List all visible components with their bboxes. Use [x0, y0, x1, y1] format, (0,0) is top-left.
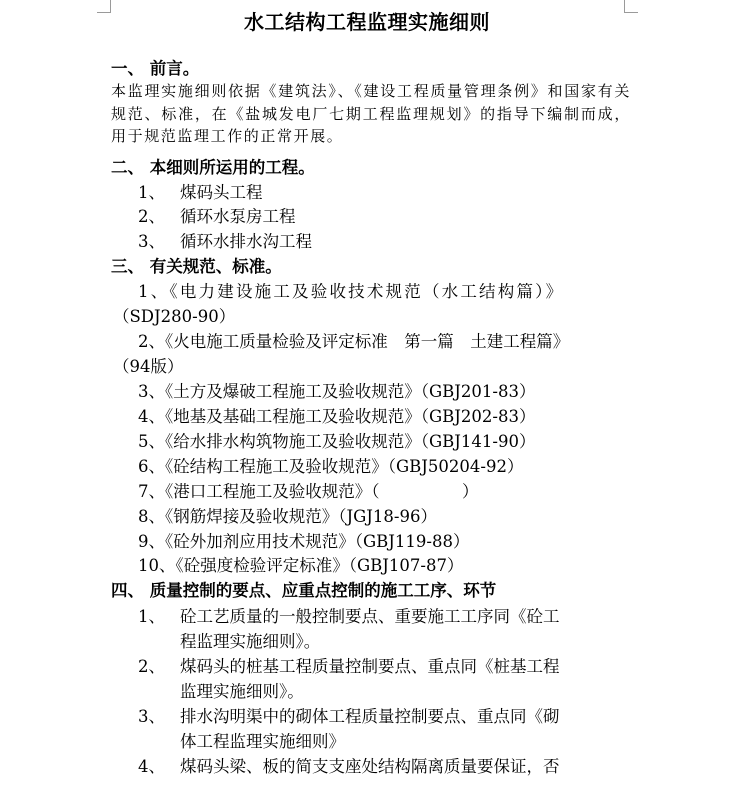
list-item-number: 4、 [138, 757, 165, 776]
control-item: 砼工艺质量的一般控制要点、重要施工工序同《砼工 [180, 607, 560, 626]
section-heading-quality-control: 四、 质量控制的要点、应重点控制的施工工序、环节 [111, 581, 497, 600]
list-item: 煤码头工程 [180, 183, 263, 202]
list-item-number: 1、 [138, 183, 165, 202]
control-item: 煤码头梁、板的简支支座处结构隔离质量要保证，否 [180, 757, 560, 776]
standard-item: 6、《砼结构工程施工及验收规范》（GBJ50204-92） [138, 457, 524, 476]
section-heading-projects: 二、 本细则所运用的工程。 [111, 158, 315, 177]
standard-item-continuation: （94版） [113, 357, 184, 376]
standard-item: 10、《砼强度检验评定标准》（GBJ107-87） [138, 556, 464, 575]
list-item: 循环水排水沟工程 [180, 232, 312, 251]
section-heading-preface: 一、 前言。 [111, 59, 200, 78]
list-item-number: 2、 [138, 657, 165, 676]
list-item: 循环水泵房工程 [180, 207, 296, 226]
standard-item: 3、《土方及爆破工程施工及验收规范》（GBJ201-83） [138, 382, 536, 401]
standard-item-continuation: （SDJ280-90） [113, 307, 236, 326]
control-item: 煤码头的桩基工程质量控制要点、重点同《桩基工程 [180, 657, 560, 676]
standard-item: 8、《钢筋焊接及验收规范》（JGJ18-96） [138, 507, 437, 526]
standard-item: 7、《港口工程施工及验收规范》（ ） [138, 482, 479, 501]
document-title: 水工结构工程监理实施细则 [244, 10, 490, 34]
standard-item: 1、《电力建设施工及验收技术规范（水工结构篇）》 [138, 282, 565, 301]
standard-item: 5、《给水排水构筑物施工及验收规范》（GBJ141-90） [138, 432, 536, 451]
standard-item: 4、《地基及基础工程施工及验收规范》（GBJ202-83） [138, 407, 536, 426]
list-item-number: 2、 [138, 207, 165, 226]
standard-item: 2、《火电施工质量检验及评定标准 第一篇 土建工程篇》 [138, 332, 570, 351]
preface-paragraph: 本监理实施细则依据《建筑法》、《建设工程质量管理条例》和国家有关规范、标准，在《盐城发电厂七期工程监理规划》的指导下编制而成，用于规范监理工作的正常开展。 [111, 82, 631, 145]
list-item-number: 3、 [138, 232, 165, 251]
list-item-number: 3、 [138, 707, 165, 726]
list-item-number: 1、 [138, 607, 165, 626]
control-item-continuation: 监理实施细则》。 [180, 682, 304, 701]
control-item-continuation: 程监理实施细则》。 [180, 632, 321, 651]
control-item: 排水沟明渠中的砌体工程质量控制要点、重点同《砌 [180, 707, 560, 726]
standard-item: 9、《砼外加剂应用技术规范》（GBJ119-88） [138, 532, 470, 551]
section-heading-standards: 三、 有关规范、标准。 [111, 257, 282, 276]
control-item-continuation: 体工程监理实施细则》 [180, 732, 345, 751]
